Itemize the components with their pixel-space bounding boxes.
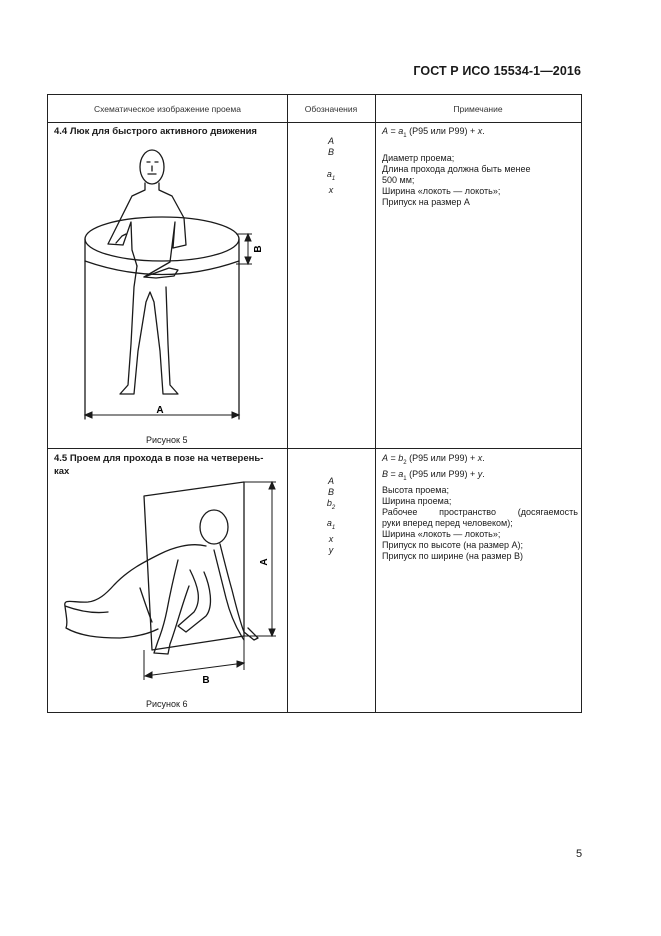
note-line: Припуск по ширине (на размер В) bbox=[382, 550, 524, 561]
formula-4-5-b: $B = a_1$ (P95 или P99) + y. bbox=[382, 468, 485, 482]
page-number: 5 bbox=[576, 848, 583, 860]
symbol-b: B bbox=[327, 147, 334, 157]
symbol-a: A bbox=[327, 136, 334, 146]
notes-4-5 bbox=[382, 453, 578, 562]
formula-4-5-a: $A = b_2$ (P95 или P99) + x. bbox=[382, 453, 485, 466]
note-line: Длина прохода должна быть менее bbox=[382, 163, 531, 174]
note-line: Диаметр проема; bbox=[382, 152, 455, 163]
note-line: Припуск по высоте (на размер А); bbox=[382, 539, 523, 550]
symbols-list-4-4 bbox=[287, 136, 375, 196]
figure-6-label-b: B bbox=[202, 675, 210, 686]
symbol-b: B bbox=[327, 487, 334, 497]
figure-5-label-b: B bbox=[253, 245, 264, 253]
symbols-list-4-5 bbox=[287, 476, 375, 556]
note-line: руки вперед перед человеком); bbox=[382, 517, 513, 528]
note-line: Высота проема; bbox=[382, 484, 449, 495]
note-line: Ширина «локоть — локоть»; bbox=[382, 528, 501, 539]
notes-4-4 bbox=[382, 126, 578, 208]
symbol-a1: $a_1$ bbox=[326, 169, 336, 182]
note-line: Припуск на размер А bbox=[382, 196, 470, 207]
figure-5-caption: Рисунок 5 bbox=[146, 435, 188, 445]
symbol-a: A bbox=[327, 476, 334, 486]
section-title-4-4: 4.4 Люк для быстрого активного движения bbox=[54, 126, 257, 137]
formula-4-4: $A = a_1$ (P95 или P99) + x. bbox=[382, 126, 485, 139]
column-header-notes: Примечание bbox=[453, 103, 503, 114]
symbol-b2: $b_2$ bbox=[326, 498, 336, 511]
note-line: Ширина проема; bbox=[382, 495, 452, 506]
figure-6-caption: Рисунок 6 bbox=[146, 699, 188, 709]
symbol-a1: $a_1$ bbox=[326, 517, 336, 531]
figure-6-label-a: A bbox=[259, 558, 270, 566]
figure-5-label-a: A bbox=[156, 405, 164, 416]
note-line: Рабочее пространство (досягаемость bbox=[382, 506, 578, 517]
figure-5-hatch-diagram bbox=[48, 122, 287, 448]
symbol-x: x bbox=[328, 533, 334, 544]
note-line: Ширина «локоть — локоть»; bbox=[382, 185, 501, 196]
section-title-4-5: 4.5 Проем для прохода в позе на четверень- ках bbox=[54, 453, 264, 477]
note-line: 500 мм; bbox=[382, 174, 415, 185]
document-code: ГОСТ Р ИСО 15534-1—2016 bbox=[413, 64, 581, 78]
column-header-symbols: Обозначения bbox=[304, 103, 358, 114]
column-divider bbox=[375, 95, 376, 712]
symbol-y: y bbox=[328, 544, 334, 555]
figure-6-crawl-diagram bbox=[48, 448, 287, 714]
specification-table bbox=[47, 94, 582, 713]
column-header-figure: Схематическое изображение проема bbox=[94, 103, 241, 114]
symbol-x: x bbox=[328, 184, 334, 195]
